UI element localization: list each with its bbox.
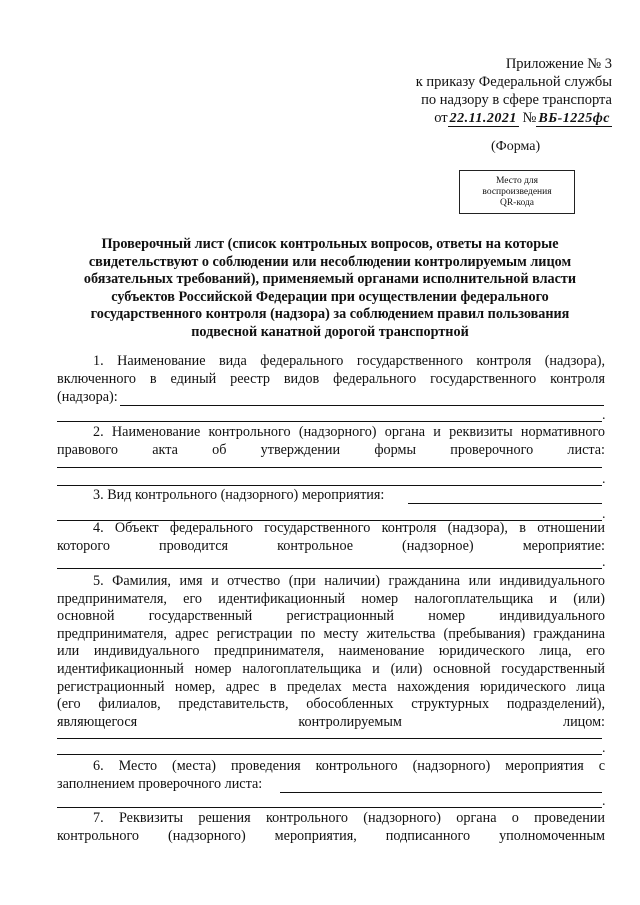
appendix-header: [416, 55, 612, 128]
title-line: субъектов Российской Федерации при осуществлении федерального: [111, 288, 549, 305]
item-text-line: контрольного (надзорного) мероприятия, подписанного уполномоченным: [57, 827, 605, 844]
order-number: ВБ-1225фс: [538, 111, 610, 126]
item-text-line: 7. Реквизиты решения контрольного (надзорного) органа о проведении: [93, 810, 605, 826]
title-line: обязательных требований), применяемый органами исполнительной власти: [83, 271, 577, 288]
title-line: подвесной канатной дорогой транспортной: [191, 323, 469, 340]
document-title: [50, 236, 610, 342]
item-text-line: 5. Фамилия, имя и отчество (при наличии) гражданина или индивидуального: [93, 573, 605, 589]
title-line: государственного контроля (надзора) за соблюдением правил пользования: [90, 306, 570, 323]
order-date-number-line: [416, 109, 612, 128]
item-text-line: или индивидуального предпринимателя, наименование юридического лица, его: [57, 643, 605, 660]
item-6-label-end: заполнением проверочного листа:: [57, 776, 263, 792]
item-text-line: 2. Наименование контрольного (надзорного) органа и реквизиты нормативного: [93, 424, 605, 440]
item-text-line: предпринимателя, его идентификационный номер налогоплательщика и (или): [57, 590, 605, 607]
qr-code-placeholder: [459, 170, 575, 214]
item-5: [57, 573, 605, 731]
number-prefix: №: [522, 110, 537, 126]
form-label: (Форма): [491, 139, 541, 154]
item-text-line: которого проводится контрольное (надзорное) мероприятие:: [57, 537, 605, 554]
fill-in-line: [57, 485, 602, 486]
fill-in-line: [57, 568, 602, 569]
item-text-line: 1. Наименование вида федерального государственного контроля (надзора),: [93, 353, 605, 369]
order-date: 22.11.2021: [449, 111, 517, 126]
fill-in-line: [57, 754, 602, 755]
item-text-line: 4. Объект федерального государственного контроля (надзора), в отношении: [93, 520, 605, 536]
appendix-number: Приложение № 3: [505, 56, 612, 72]
item-6: [57, 758, 605, 776]
item-text-line: 6. Место (места) проведения контрольного (надзорного) мероприятия с: [93, 758, 605, 774]
line-end-dot: .: [602, 408, 606, 423]
fill-in-line: [57, 421, 602, 422]
date-prefix: от: [434, 110, 448, 126]
fill-in-line: [280, 792, 602, 793]
item-text-line: являющегося контролируемым лицом:: [57, 713, 605, 730]
fill-in-line: [57, 467, 602, 468]
item-7: [57, 810, 605, 845]
line-end-dot: .: [602, 555, 606, 570]
line-end-dot: .: [602, 741, 606, 756]
item-text-line: регистрационный номер, адрес в пределах места нахождения юридического лица: [57, 678, 605, 695]
fill-in-line: [57, 738, 602, 739]
item-3-label: 3. Вид контрольного (надзорного) мероприятия:: [93, 487, 385, 503]
fill-in-line: [120, 405, 604, 406]
title-line: свидетельствуют о соблюдении или несоблюдении контролируемым лицом: [88, 253, 572, 270]
item-4: [57, 520, 605, 555]
item-2: [57, 424, 605, 459]
line-end-dot: .: [602, 794, 606, 809]
item-text-line: включенного в единый реестр видов федерального государственного контроля: [57, 370, 605, 387]
item-text-line: основной государственный регистрационный номер индивидуального: [57, 608, 605, 625]
item-1-label-end: (надзора):: [57, 389, 118, 405]
item-text-line: (его филиалов, представительств, обособленных структурных подразделений),: [57, 696, 605, 713]
qr-box-line: QR-кода: [499, 197, 535, 208]
order-reference-line: к приказу Федеральной службы: [415, 74, 612, 90]
item-text-line: правового акта об утверждении формы проверочного листа:: [57, 441, 605, 458]
qr-box-line: Место для: [495, 175, 539, 186]
item-text-line: идентификационный номер налогоплательщика и (или) основной государственный: [57, 660, 605, 677]
line-end-dot: .: [602, 472, 606, 487]
fill-in-line: [57, 807, 602, 808]
qr-box-line: воспроизведения: [482, 186, 552, 197]
title-line: Проверочный лист (список контрольных вопросов, ответы на которые: [101, 236, 559, 252]
item-text-line: предпринимателя, адрес регистрации по месту жительства (пребывания) гражданина: [57, 625, 605, 642]
fill-in-line: [408, 503, 602, 504]
agency-line: по надзору в сфере транспорта: [421, 92, 612, 108]
line-end-dot: .: [602, 507, 606, 522]
item-1: [57, 353, 605, 388]
